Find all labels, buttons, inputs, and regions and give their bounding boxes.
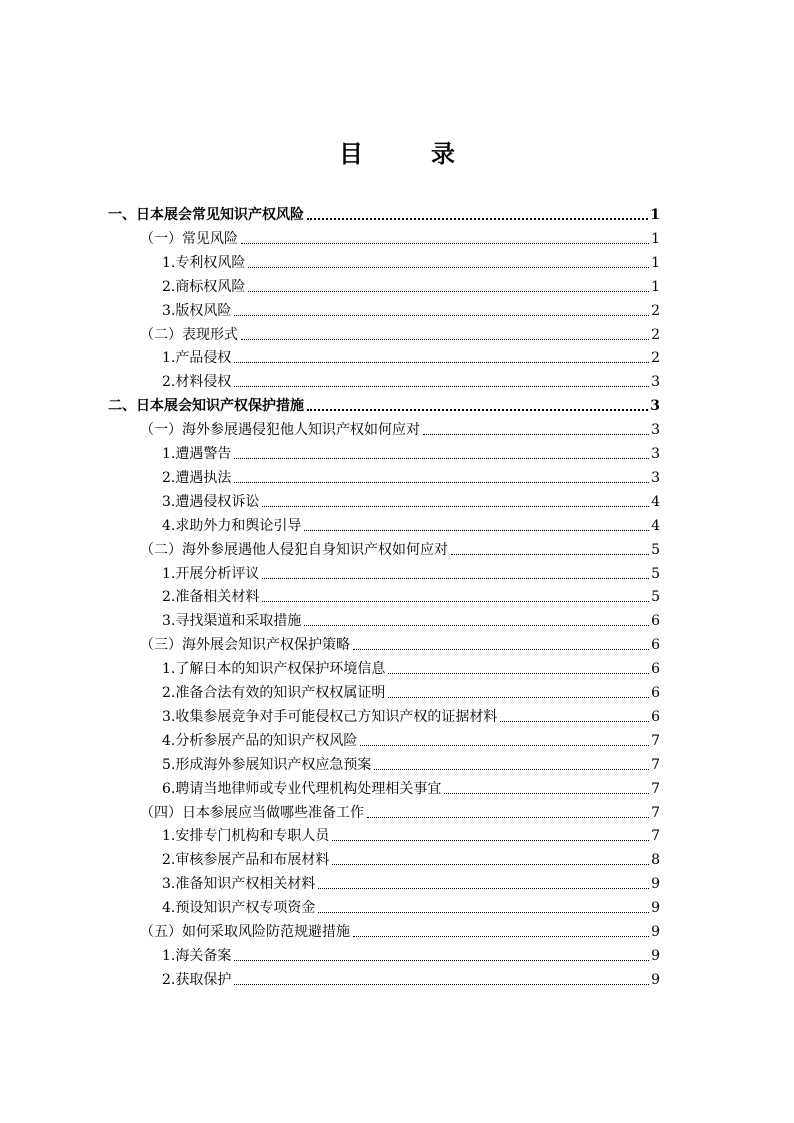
toc-entry-text: 2.准备合法有效的知识产权权属证明 [162,685,386,701]
toc-entry[interactable] [162,296,660,320]
dot-leader [367,816,649,818]
toc-entry-text: （一）海外参展遇侵犯他人知识产权如何应对 [140,422,420,439]
toc-entry[interactable] [140,415,660,439]
toc-entry-text: 4.求助外力和舆论引导 [162,517,302,534]
toc-entry[interactable] [162,487,660,511]
toc-entry-text: （三）海外展会知识产权保护策略 [140,637,350,654]
toc-entry[interactable] [162,272,660,296]
toc-entry[interactable] [108,200,660,224]
dot-leader [388,696,649,698]
dot-leader [500,720,649,722]
toc-entry-page-number: 1 [651,278,660,295]
toc-entry[interactable] [140,535,660,559]
dot-leader [241,338,649,340]
toc-entry[interactable] [162,654,660,678]
toc-entry[interactable] [162,869,660,893]
toc-entry-text: （四）日本参展应当做哪些准备工作 [140,804,364,821]
dot-leader [304,624,649,626]
toc-entry-text: 1.安排专门机构和专职人员 [162,828,330,845]
toc-entry-page-number: 3 [651,469,660,486]
toc-entry-text: 3.版权风险 [162,302,232,319]
toc-entry-page-number: 3 [650,398,660,415]
dot-leader [234,983,649,985]
toc-entry[interactable] [140,917,660,941]
dot-leader [304,529,649,531]
toc-entry[interactable] [140,320,660,344]
toc-entry-page-number: 9 [651,924,660,940]
toc-entry[interactable] [140,224,660,248]
dot-leader [234,959,649,961]
toc-entry[interactable] [162,582,660,606]
dot-leader [307,217,648,220]
toc-entry-page-number: 6 [651,708,660,725]
toc-entry[interactable] [140,630,660,654]
toc-entry-text: 4.分析参展产品的知识产权风险 [162,732,358,749]
toc-entry-page-number: 3 [651,446,660,462]
toc-entry-page-number: 5 [651,565,660,582]
dot-leader [388,672,649,674]
dot-leader [360,744,649,746]
toc-entry[interactable] [162,463,660,487]
dot-leader [444,792,649,794]
toc-entry-page-number: 1 [651,254,660,271]
toc-entry-page-number: 7 [651,780,660,797]
dot-leader [234,385,649,387]
toc-entry-page-number: 7 [651,804,660,821]
toc-entry-page-number: 1 [650,207,660,223]
toc-entry-text: 2.审核参展产品和布展材料 [162,852,330,869]
dot-leader [248,290,649,292]
dot-leader [332,839,649,841]
toc-entry-text: 二、日本展会知识产权保护措施 [108,398,304,415]
toc-entry-page-number: 9 [651,876,660,893]
toc-entry-text: 2.准备相关材料 [162,589,260,606]
toc-entry-text: 1.产品侵权 [162,350,232,367]
toc-entry-text: （一）常见风险 [140,230,238,247]
toc-entry[interactable] [162,678,660,702]
toc-entry-page-number: 4 [651,493,660,510]
toc-entry-page-number: 7 [651,756,660,773]
dot-leader [248,266,649,268]
toc-entry[interactable] [162,965,660,989]
toc-entry-page-number: 2 [651,302,660,319]
toc-entry[interactable] [162,893,660,917]
toc-entry-text: 1.专利权风险 [162,254,246,271]
toc-entry-page-number: 2 [651,350,660,367]
toc-entry-page-number: 9 [651,900,660,917]
page-title: 目 录 [339,139,477,168]
toc-entry-text: 6.聘请当地律师或专业代理机构处理相关事宜 [162,780,442,797]
toc-entry-page-number: 5 [651,541,660,558]
toc-entry-text: 3.收集参展竞争对手可能侵权己方知识产权的证据材料 [162,708,498,725]
toc-entry-page-number: 9 [651,971,660,988]
toc-entry[interactable] [162,606,660,630]
toc-entry[interactable] [162,845,660,869]
toc-entry-text: 1.遭遇警告 [162,446,232,462]
dot-leader [262,505,649,507]
toc-entry[interactable] [162,439,660,463]
toc-entry[interactable] [162,367,660,391]
toc-entry-text: 3.准备知识产权相关材料 [162,876,316,893]
toc-entry-page-number: 6 [651,685,660,701]
toc-entry[interactable] [162,750,660,774]
dot-leader [241,242,649,244]
toc-entry[interactable] [162,941,660,965]
dot-leader [262,600,649,602]
dot-leader [234,314,649,316]
toc-entry-text: 2.获取保护 [162,971,232,988]
toc-entry-text: （二）表现形式 [140,326,238,343]
toc-entry-page-number: 3 [651,374,660,391]
toc-entry-text: 一、日本展会常见知识产权风险 [108,207,304,223]
toc-entry[interactable] [162,726,660,750]
toc-entry-text: （五）如何采取风险防范规避措施 [140,924,350,940]
toc-entry-page-number: 2 [651,326,660,343]
dot-leader [262,577,649,579]
dot-leader [234,361,649,363]
toc-entry[interactable] [162,702,660,726]
dot-leader [374,768,649,770]
toc-entry-page-number: 6 [651,661,660,678]
toc-entry-page-number: 4 [651,517,660,534]
toc-entry[interactable] [162,559,660,583]
toc-entry-text: 3.遭遇侵权诉讼 [162,493,260,510]
toc-entry-page-number: 6 [651,613,660,630]
toc-entry-page-number: 8 [651,852,660,869]
toc-entry-page-number: 9 [651,947,660,964]
toc-entry-text: 2.商标权风险 [162,278,246,295]
toc-entry-text: 2.遭遇执法 [162,469,232,486]
dot-leader [451,553,649,555]
dot-leader [318,911,649,913]
toc-entry-text: 3.寻找渠道和采取措施 [162,613,302,630]
toc-entry-text: 1.了解日本的知识产权保护环境信息 [162,661,386,678]
dot-leader [423,433,649,435]
toc-entry-page-number: 7 [651,732,660,749]
toc-entry-page-number: 7 [651,828,660,845]
toc-entry[interactable] [162,774,660,798]
dot-leader [234,481,649,483]
dot-leader [318,887,649,889]
toc-entry[interactable] [140,798,660,822]
dot-leader [332,863,649,865]
dot-leader [307,408,648,411]
toc-entry-page-number: 6 [651,637,660,654]
toc-entry-page-number: 5 [651,589,660,606]
toc-entry[interactable] [162,343,660,367]
dot-leader [353,935,649,937]
toc-entry-text: 1.开展分析评议 [162,565,260,582]
toc-entry[interactable] [162,248,660,272]
toc-entry-text: 2.材料侵权 [162,374,232,391]
toc-entry[interactable] [162,821,660,845]
toc-entry-text: 4.预设知识产权专项资金 [162,900,316,917]
toc-entry-text: 5.形成海外参展知识产权应急预案 [162,756,372,773]
dot-leader [234,457,649,459]
toc-entry-page-number: 1 [651,230,660,247]
toc-entry-page-number: 3 [651,422,660,439]
toc-entry-text: （二）海外参展遇他人侵犯自身知识产权如何应对 [140,541,448,558]
toc-entry[interactable] [108,391,660,415]
toc-entry-text: 1.海关备案 [162,947,232,964]
dot-leader [353,648,649,650]
toc-entry[interactable] [162,511,660,535]
